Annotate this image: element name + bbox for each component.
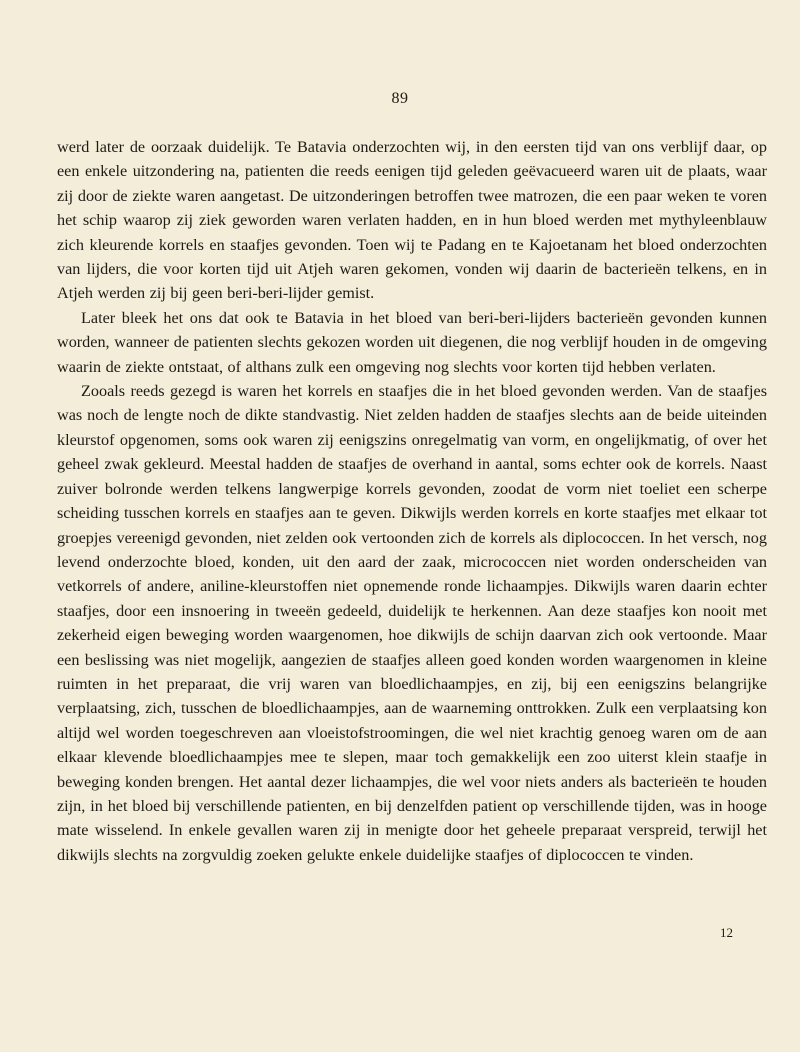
body-text (57, 135, 767, 867)
paragraph-2: Later bleek het ons dat ook te Batavia in het bloed van beri-beri-lijders bacterieën gevonden kunnen worden, wanneer de patienten slechts gekozen worden uit diegenen, die nog verblijf houden in de omgeving waarin de ziekte ontstaat, of althans zulk een omgeving nog slechts voor korten tijd hebben verlaten. (57, 308, 767, 376)
paragraph-1: werd later de oorzaak duidelijk. Te Batavia onderzochten wij, in den eersten tijd van ons verblijf daar, op een enkele uitzondering na, patienten die reeds eenigen tijd geleden geëvacueerd waren uit de plaats, waar zij door de ziekte waren aangetast. De uitzonderingen betroffen twee matrozen, die een paar weken te voren het schip waarop zij ziek geworden waren verlaten hadden, en in hun bloed werden met mythyleenblauw zich kleurende korrels en staafjes gevonden. Toen wij te Padang en te Kajoetanam het bloed onderzochten van lijders, die voor korten tijd uit Atjeh waren gekomen, vonden wij daarin de bacterieën telkens, en in Atjeh werden zij bij geen beri-beri-lijder gemist. (57, 138, 767, 303)
signature-mark: 12 (720, 925, 733, 940)
page-number: 89 (391, 90, 409, 107)
paragraph-3: Zooals reeds gezegd is waren het korrels en staafjes die in het bloed gevonden werden. Van de staafjes was noch de lengte noch de dikte standvastig. Niet zelden hadden de staafjes slechts aan de beide uiteinden kleurstof opgenomen, soms ook waren zij eenigszins onregelmatig van vorm, en ongelijkmatig, of over het geheel zwak gekleurd. Meestal hadden de staafjes de overhand in aantal, soms echter ook de korrels. Naast zuiver bolronde werden telkens langwerpige korrels gevonden, zoodat de vorm niet toeliet een scherpe scheiding tusschen korrels en staafjes aan te geven. Dikwijls werden korrels en korte staafjes met elkaar tot groepjes vereenigd gevonden, niet zelden ook vertoonden zich de korrels als diplococcen. In het versch, nog levend onderzochte bloed, konden, uit den aard der zaak, micrococcen niet worden onderscheiden van vetkorrels of andere, aniline-kleurstoffen niet opnemende ronde lichaampjes. Dikwijls waren daarin echter staafjes, door een insnoering in tweeën gedeeld, duidelijk te herkennen. Aan deze staafjes kon nooit met zekerheid eigen beweging worden waargenomen, hoe dikwijls de schijn daarvan zich ook vertoonde. Maar een beslissing was niet mogelijk, aangezien de staafjes alleen goed konden worden waargenomen in kleine ruimten in het preparaat, die vrij waren van bloedlichaampjes, en zij, bij een eenigszins belangrijke verplaatsing, zich, tusschen de bloedlichaampjes, aan de waarneming onttrokken. Zulk een verplaatsing kon altijd wel worden toegeschreven aan vloeistofstroomingen, die wel niet krachtig genoeg waren om de aan elkaar klevende bloedlichaampjes mee te slepen, maar toch gemakkelijk een zoo uiterst klein staafje in beweging konden brengen. Het aantal dezer lichaampjes, die wel voor niets anders als bacterieën te houden zijn, in het bloed bij verschillende patienten, en bij denzelfden patient op verschillende tijden, was in hooge mate wisselend. In enkele gevallen waren zij in menigte door het geheele preparaat verspreid, terwijl het dikwijls slechts na zorgvuldig zoeken gelukte enkele duidelijke staafjes of diplococcen te vinden. (57, 382, 767, 864)
